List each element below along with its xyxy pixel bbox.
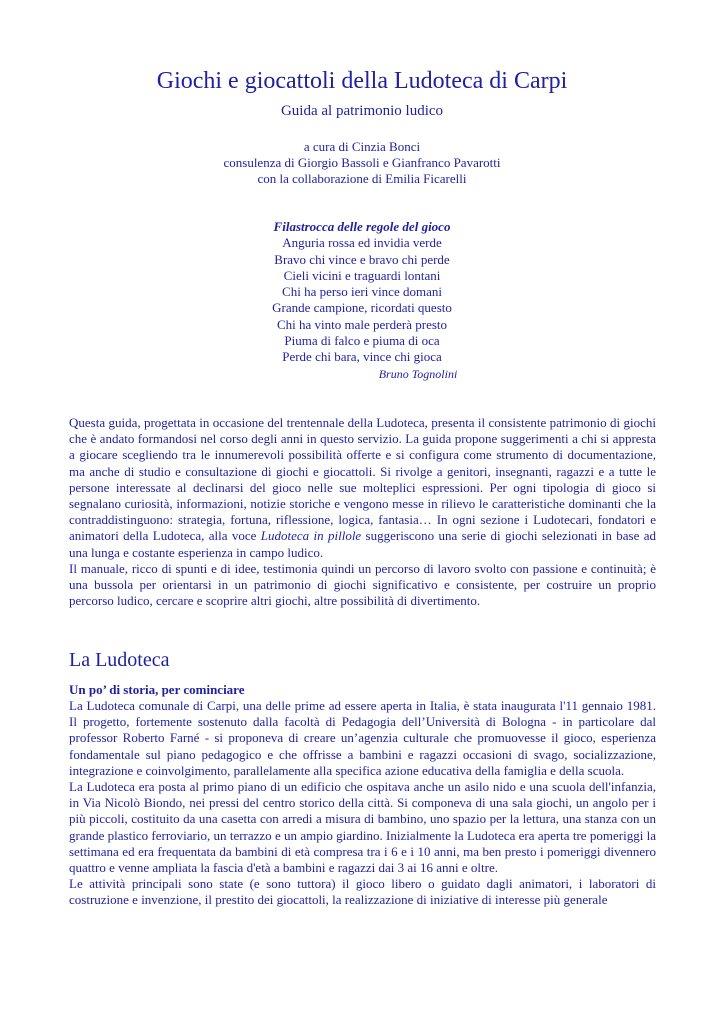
poem-author: Bruno Tognolini bbox=[378, 366, 458, 381]
intro-paragraph: Il manuale, ricco di spunti e di idee, testimonia quindi un percorso di lavoro svolto con passione e continuità; è una bussola per orientarsi in un patrimonio di giochi significativo e consistente, per costruire un proprio percorso ludico, cercare e scoprire altri giochi, altre possibilità di divertimento. bbox=[69, 560, 656, 609]
intro-text bbox=[69, 415, 656, 609]
section-text bbox=[69, 698, 656, 909]
intro-text-run: Questa guida, progettata in occasione del trentennale della Ludoteca, presenta il consistente patrimonio di giochi che è andato formandosi nel corso degli anni in questo servizio. La guida propone suggerimenti a chi si appresta a giocare scegliendo tra le innumerevoli possibilità offerte e si configura come strumento di documentazione, ma anche di studio e consultazione di giochi e giocattoli. Si rivolge a genitori, insegnanti, ragazzi e a tutte le persone interessate al declinarsi del gioco nelle sue molteplici espressioni. Per ogni tipologia di gioco si segnalano curiosità, informazioni, notizie storiche e vengono messe in rilievo le caratteristiche dominanti che la contraddistinguono: strategia, fortuna, riflessione, logica, fantasia… In ogni sezione i Ludotecari, fondatori e animatori della Ludoteca, alla voce bbox=[69, 415, 656, 544]
intro-paragraph bbox=[69, 415, 656, 561]
poem-line: Piuma di falco e piuma di oca bbox=[284, 333, 440, 349]
poem-title: Filastrocca delle regole del gioco bbox=[273, 219, 451, 234]
poem-line: Grande campione, ricordati questo bbox=[272, 300, 452, 316]
document-subtitle: Guida al patrimonio ludico bbox=[280, 103, 444, 119]
poem-line: Chi ha vinto male perderà presto bbox=[276, 316, 448, 332]
poem-line: Bravo chi vince e bravo chi perde bbox=[274, 251, 450, 267]
document-title: Giochi e giocattoli della Ludoteca di Carpi bbox=[156, 68, 568, 94]
poem-block bbox=[0, 219, 724, 382]
poem-line: Cieli vicini e traguardi lontani bbox=[283, 267, 441, 283]
credit-line: a cura di Cinzia Bonci bbox=[303, 139, 421, 154]
section-heading: La Ludoteca bbox=[69, 649, 170, 671]
poem-line: Anguria rossa ed invidia verde bbox=[282, 235, 442, 251]
section-subheading: Un po’ di storia, per cominciare bbox=[69, 682, 245, 697]
poem-line: Perde chi bara, vince chi gioca bbox=[282, 349, 442, 365]
credit-line: consulenza di Giorgio Bassoli e Gianfranco Pavarotti bbox=[223, 155, 501, 170]
credit-line: con la collaborazione di Emilia Ficarelli bbox=[257, 171, 467, 186]
credits-block bbox=[0, 139, 724, 187]
intro-italic-run: Ludoteca in pillole bbox=[260, 528, 362, 544]
intro-text-run: suggeriscono una serie di giochi selezionati in base ad una lunga e costante esperienza in campo ludico. bbox=[69, 528, 656, 560]
section-paragraph: La Ludoteca comunale di Carpi, una delle prime ad essere aperta in Italia, è stata inaugurata l'11 gennaio 1981. Il progetto, fortemente sostenuto dalla facoltà di Pedagogia dell’Università di Bologna - in particolare dal professor Roberto Farné - si proponeva di creare un’agenzia culturale che promuovesse il gioco, esperienza fondamentale sul piano pedagogico e che offrisse a bambini e ragazzi occasioni di svago, socializzazione, integrazione e coinvolgimento, parallelamente alla specifica azione educativa della famiglia e della scuola. bbox=[69, 698, 656, 778]
section-paragraph: Le attività principali sono state (e sono tuttora) il gioco libero o guidato dagli animatori, i laboratori di costruzione e invenzione, il prestito dei giocattoli, la realizzazione di iniziative di interesse più generale bbox=[69, 876, 656, 908]
poem-line: Chi ha perso ieri vince domani bbox=[282, 284, 442, 300]
section-paragraph: La Ludoteca era posta al primo piano di un edificio che ospitava anche un asilo nido e una scuola dell'infanzia, in Via Nicolò Biondo, nei pressi del centro storico della città. Si componeva di una sala giochi, un angolo per i più piccoli, costituito da una casetta con arredi a misura di bambino, uno spazio per la lettura, una stanza con un grande plastico ferroviario, un terrazzo e un ampio giardino. Inizialmente la Ludoteca era aperta tre pomeriggi la settimana ed era frequentata da bambini di età compresa tra i 6 e i 10 anni, ma ben presto i pomeriggi divennero quattro e venne ampliata la fascia d'età a bambini e ragazzi dai 3 ai 16 anni e oltre. bbox=[69, 779, 656, 876]
